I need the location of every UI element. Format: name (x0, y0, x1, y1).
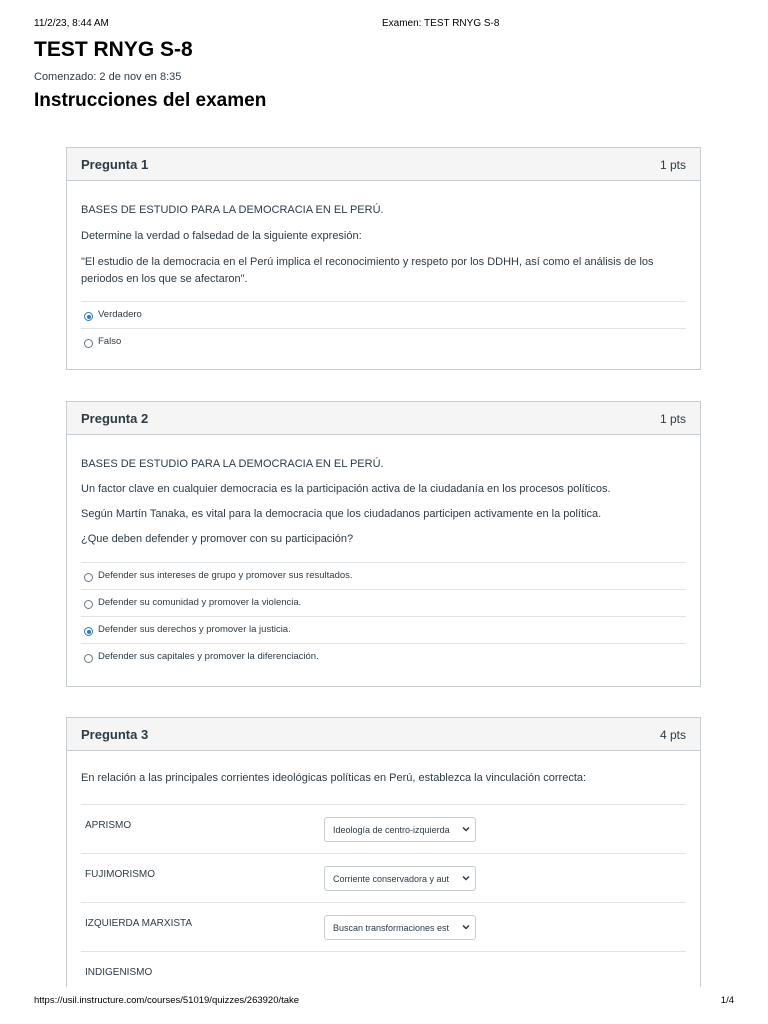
matching-list (81, 804, 686, 1000)
answer-label: Verdadero (98, 309, 142, 320)
chevron-down-icon (461, 824, 471, 834)
question-text: Según Martín Tanaka, es vital para la democracia que los ciudadanos participen activamente en la política. (81, 508, 602, 520)
question-3 (66, 717, 701, 987)
instructions-title: Instrucciones del examen (34, 90, 267, 111)
matching-select[interactable] (324, 817, 476, 842)
chevron-down-icon (461, 922, 471, 932)
answer-option[interactable] (81, 590, 686, 617)
question-text: BASES DE ESTUDIO PARA LA DEMOCRACIA EN EL PERÚ. (81, 458, 384, 470)
question-header (67, 718, 700, 751)
question-text: En relación a las principales corrientes ideológicas políticas en Perú, establezca la vinculación correcta: (81, 772, 587, 784)
answer-list (81, 562, 686, 671)
matching-term: INDIGENISMO (85, 967, 153, 978)
question-text: ¿Que deben defender y promover con su participación? (81, 533, 354, 545)
print-header (34, 18, 734, 32)
answer-label: Defender su comunidad y promover la violencia. (98, 597, 302, 608)
print-datetime: 11/2/23, 8:44 AM (34, 18, 109, 29)
answer-label: Defender sus derechos y promover la justicia. (98, 624, 291, 635)
question-points: 1 pts (659, 412, 686, 426)
radio-checked-icon[interactable] (84, 627, 93, 636)
print-page-title: Examen: TEST RNYG S-8 (382, 18, 500, 29)
print-footer (34, 995, 734, 1009)
radio-unchecked-icon[interactable] (84, 600, 93, 609)
answer-list (81, 301, 686, 356)
matching-row (81, 804, 686, 853)
question-header (67, 148, 700, 181)
question-body (67, 202, 700, 356)
matching-select[interactable] (324, 866, 476, 891)
matching-term: APRISMO (85, 820, 132, 831)
question-name: Pregunta 2 (81, 411, 149, 426)
answer-option[interactable] (81, 644, 686, 671)
question-text: Un factor clave en cualquier democracia es la participación activa de la ciudadanía en los procesos políticos. (81, 483, 611, 495)
matching-select-value: Buscan transformaciones est (333, 923, 450, 933)
question-points: 4 pts (659, 728, 686, 742)
matching-row (81, 951, 686, 1000)
question-1 (66, 147, 701, 370)
question-name: Pregunta 1 (81, 157, 149, 172)
radio-checked-icon[interactable] (84, 312, 93, 321)
answer-label: Defender sus capitales y promover la diferenciación. (98, 651, 319, 662)
print-url: https://usil.instructure.com/courses/51019/quizzes/263920/take (34, 995, 300, 1006)
matching-select-value: Ideología de centro-izquierda (333, 825, 450, 835)
question-2 (66, 401, 701, 687)
radio-unchecked-icon[interactable] (84, 573, 93, 582)
question-body (67, 456, 700, 671)
answer-option[interactable] (81, 617, 686, 644)
answer-option[interactable] (81, 563, 686, 590)
matching-select[interactable] (324, 915, 476, 940)
chevron-down-icon (461, 873, 471, 883)
answer-option[interactable] (81, 302, 686, 329)
question-text: BASES DE ESTUDIO PARA LA DEMOCRACIA EN EL PERÚ. (81, 204, 384, 216)
radio-unchecked-icon[interactable] (84, 654, 93, 663)
question-body (67, 770, 700, 1000)
answer-label: Defender sus intereses de grupo y promover sus resultados. (98, 570, 353, 581)
question-text: Determine la verdad o falsedad de la siguiente expresión: (81, 230, 362, 242)
matching-row (81, 902, 686, 951)
question-text: "El estudio de la democracia en el Perú implica el reconocimiento y respeto por los DDHH, así como el análisis de los periodos en los que se afectaron". (81, 256, 654, 285)
matching-select-value: Corriente conservadora y aut (333, 874, 450, 884)
answer-label: Falso (98, 336, 122, 347)
matching-row (81, 853, 686, 902)
radio-unchecked-icon[interactable] (84, 339, 93, 348)
print-page-number: 1/4 (720, 995, 734, 1006)
matching-term: FUJIMORISMO (85, 869, 155, 880)
answer-option[interactable] (81, 329, 686, 356)
question-header (67, 402, 700, 435)
matching-term: IZQUIERDA MARXISTA (85, 918, 193, 929)
question-name: Pregunta 3 (81, 727, 149, 742)
question-points: 1 pts (659, 158, 686, 172)
quiz-started-text: Comenzado: 2 de nov en 8:35 (34, 71, 182, 83)
quiz-title: TEST RNYG S-8 (34, 38, 193, 61)
